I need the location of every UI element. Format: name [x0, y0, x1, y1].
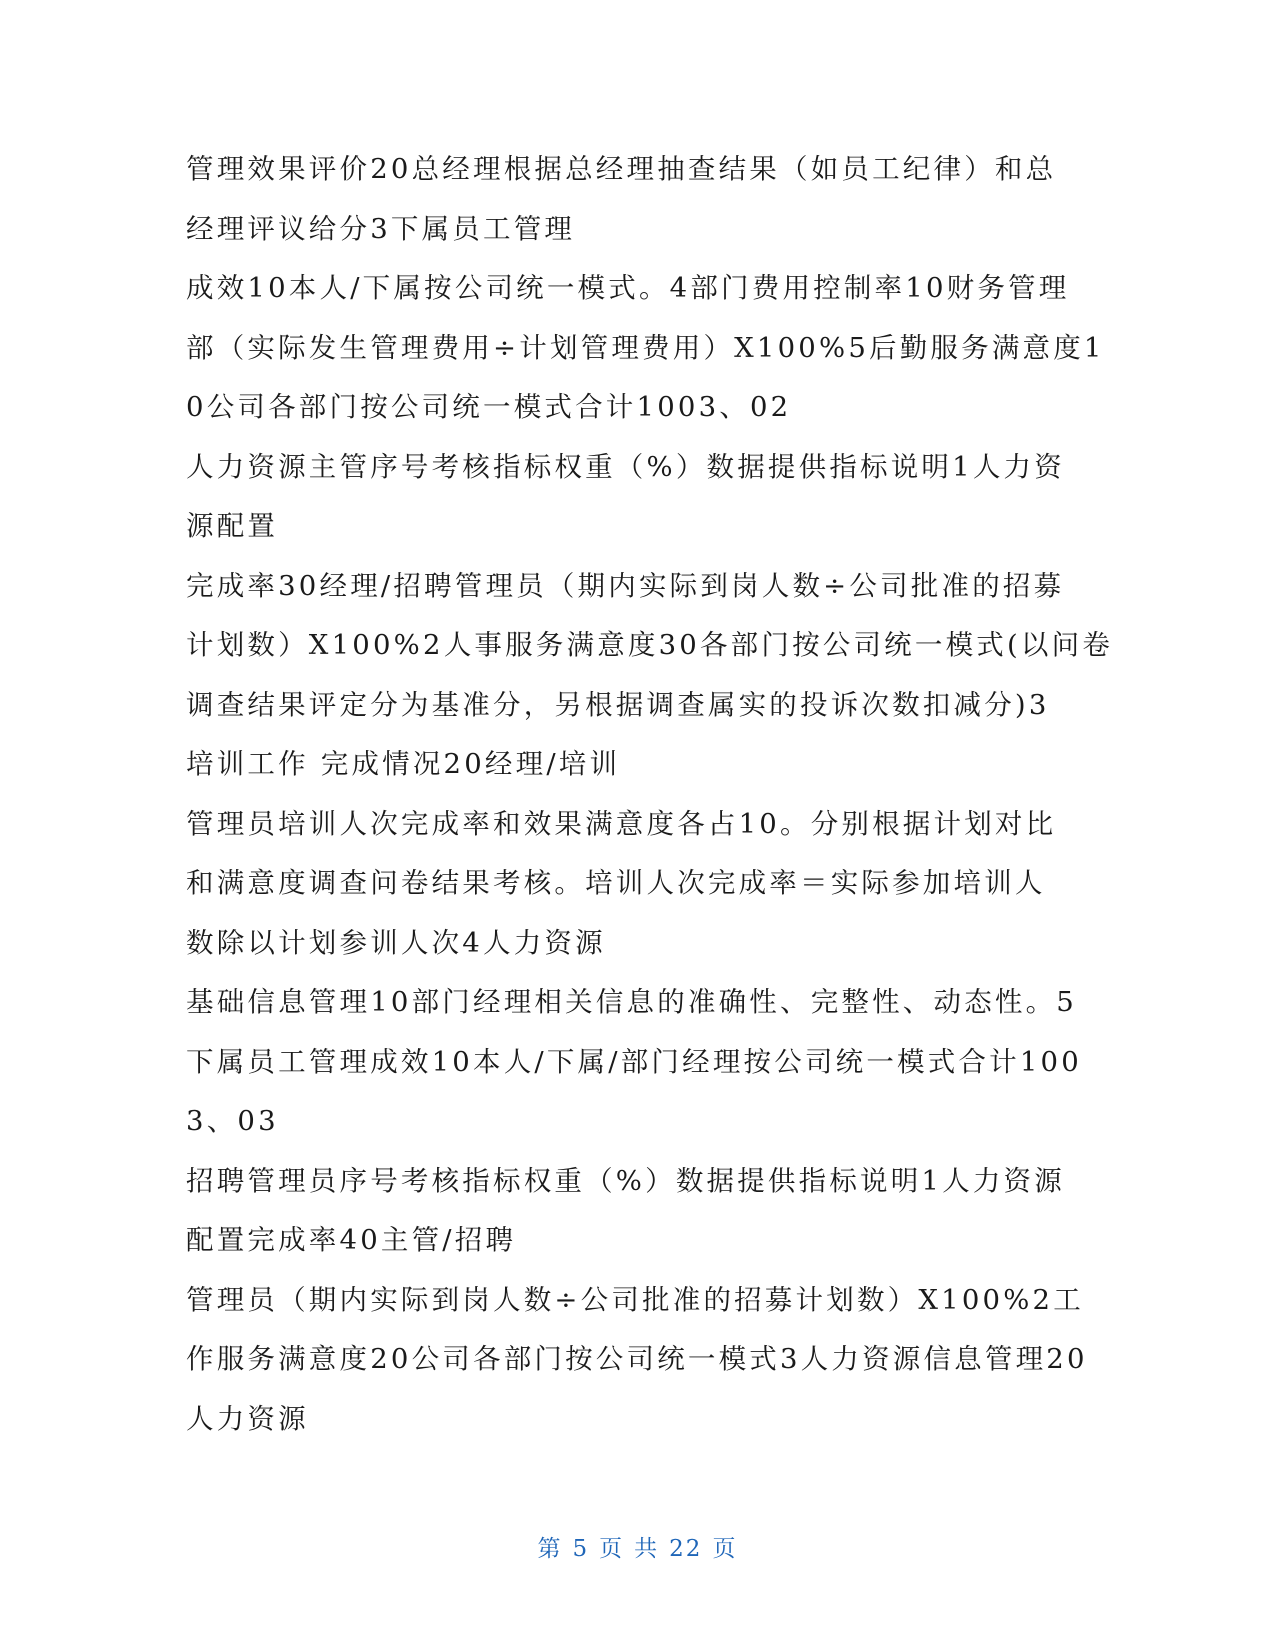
text-line: 成效10本人/下属按公司统一模式。4部门费用控制率10财务管理 [186, 272, 1070, 304]
text-line: 人力资源主管序号考核指标权重（%）数据提供指标说明1人力资 [186, 450, 1065, 483]
footer-suffix: 页 [712, 1536, 738, 1562]
text-line: 下属员工管理成效10本人/下属/部门经理按公司统一模式合计100 [186, 1045, 1082, 1078]
footer-page-word: 页 [599, 1536, 625, 1562]
text-line: 管理员（期内实际到岗人数÷公司批准的招募计划数）X100%2工 [186, 1283, 1084, 1316]
text-line: 调查结果评定分为基准分，另根据调查属实的投诉次数扣减分)3 [186, 688, 1050, 721]
text-line: 数除以计划参训人次4人力资源 [186, 926, 606, 959]
text-line: 招聘管理员序号考核指标权重（%）数据提供指标说明1人力资源 [186, 1164, 1065, 1197]
text-line: 3、03 [186, 1105, 279, 1137]
text-line: 管理员培训人次完成率和效果满意度各占10。分别根据计划对比 [186, 807, 1057, 840]
text-line: 部（实际发生管理费用÷计划管理费用）X100%5后勤服务满意度1 [186, 331, 1105, 364]
text-line: 和满意度调查问卷结果考核。培训人次完成率＝实际参加培训人 [186, 867, 1046, 899]
text-line: 经理评议给分3下属员工管理 [186, 212, 576, 245]
text-line: 人力资源 [186, 1402, 309, 1435]
footer-current-page: 5 [572, 1536, 590, 1562]
text-line: 完成率30经理/招聘管理员（期内实际到岗人数÷公司批准的招募 [186, 569, 1065, 602]
text-line: 管理效果评价20总经理根据总经理抽查结果（如员工纪律）和总 [186, 153, 1057, 185]
text-line: 0公司各部门按公司统一模式合计1003、02 [186, 391, 792, 423]
document-body [186, 140, 1114, 1449]
text-line: 培训工作 完成情况20经理/培训 [186, 748, 621, 780]
page-footer [0, 1530, 1275, 1563]
text-line: 配置完成率40主管/招聘 [186, 1224, 517, 1256]
text-line: 计划数）X100%2人事服务满意度30各部门按公司统一模式(以问卷 [186, 629, 1114, 661]
text-line: 源配置 [186, 510, 279, 542]
text-line: 作服务满意度20公司各部门按公司统一模式3人力资源信息管理20 [186, 1343, 1088, 1375]
text-line: 基础信息管理10部门经理相关信息的准确性、完整性、动态性。5 [186, 986, 1077, 1018]
footer-total-pages: 22 [669, 1536, 703, 1562]
footer-prefix: 第 [537, 1536, 563, 1562]
footer-total-word: 共 [634, 1536, 660, 1562]
